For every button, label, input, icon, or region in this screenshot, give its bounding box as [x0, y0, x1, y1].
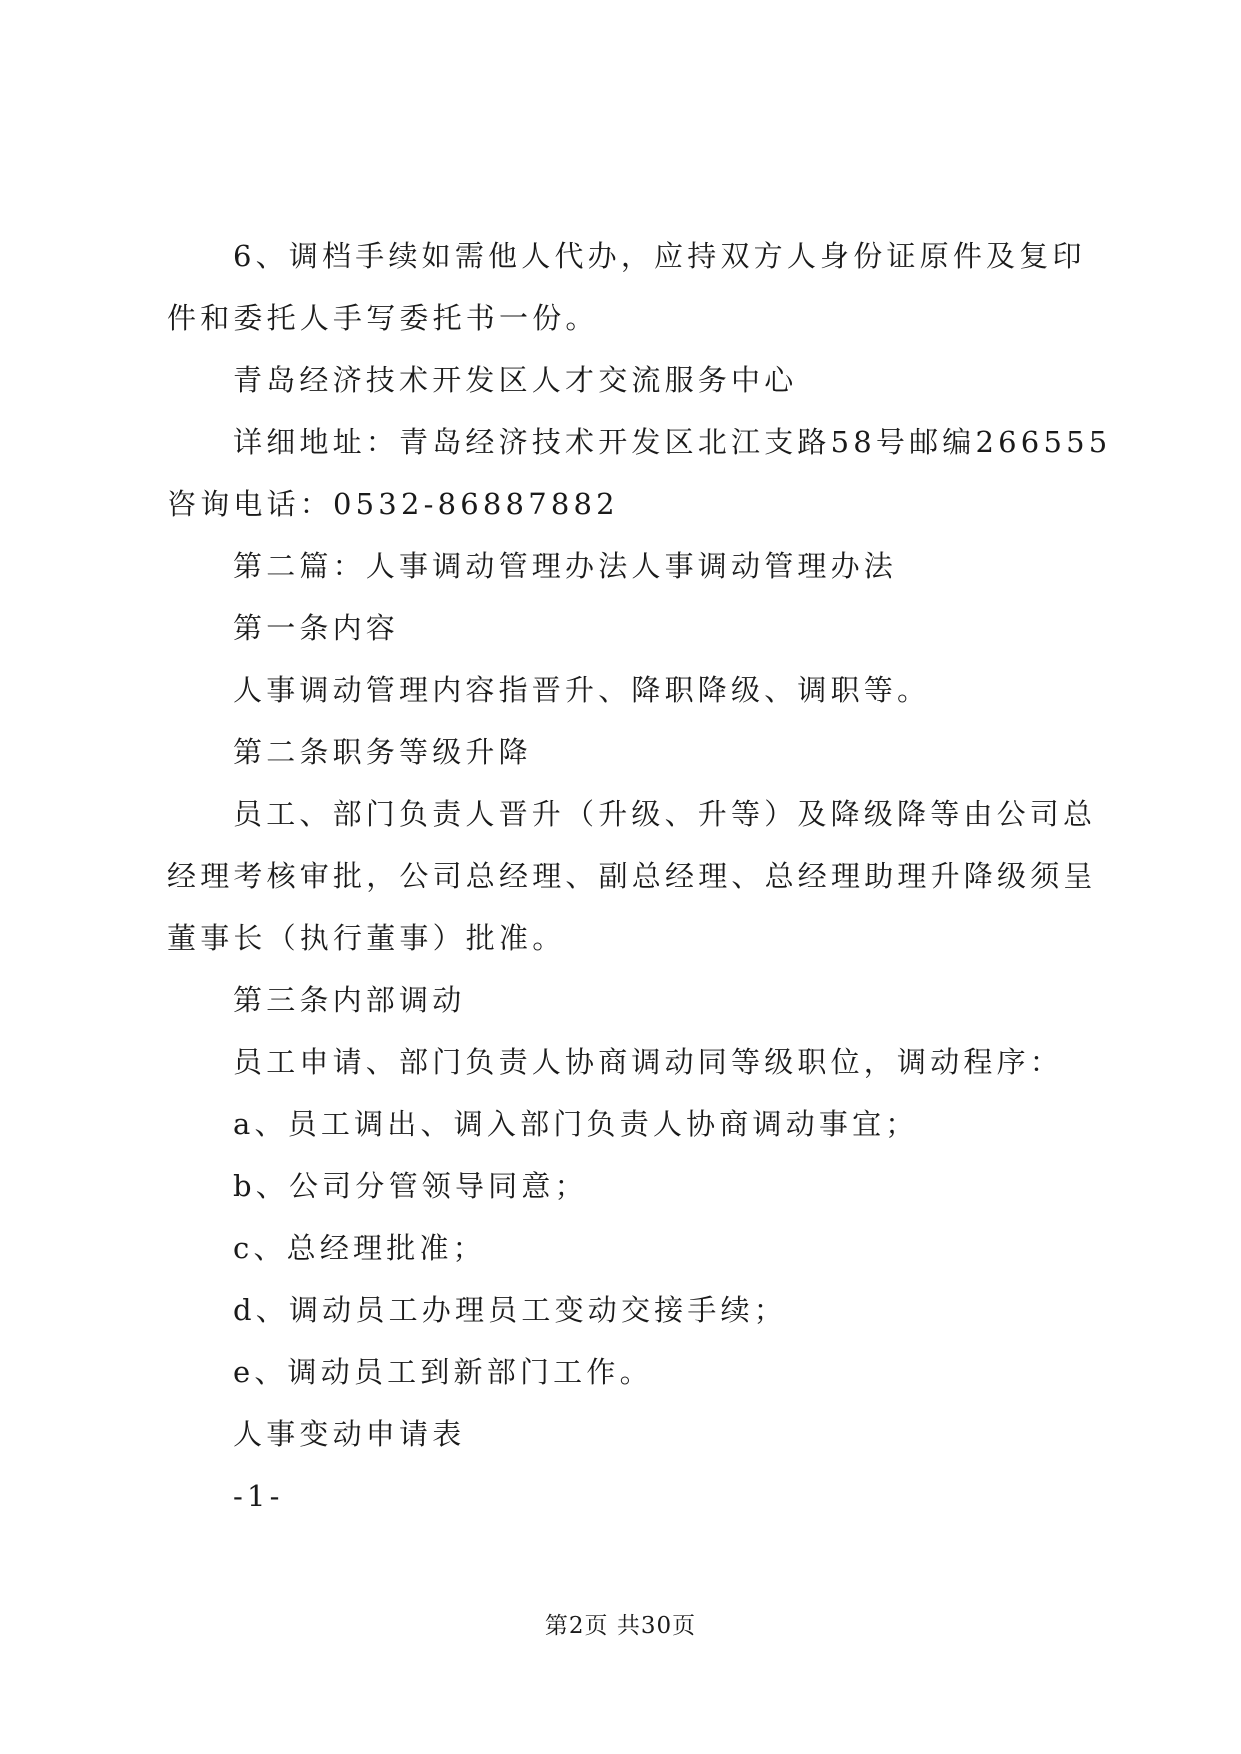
list-item: e、调动员工到新部门工作。 [233, 1355, 653, 1389]
paragraph-line: 经理考核审批，公司总经理、副总经理、总经理助理升降级须呈 [167, 859, 1097, 893]
list-item: d、调动员工办理员工变动交接手续； [233, 1293, 787, 1327]
paragraph-line: 员工申请、部门负责人协商调动同等级职位，调动程序： [233, 1045, 1064, 1079]
paragraph-line: 董事长（执行董事）批准。 [167, 921, 566, 955]
list-item: b、公司分管领导同意； [233, 1169, 588, 1203]
paragraph-line: 6、调档手续如需他人代办，应持双方人身份证原件及复印 [233, 239, 1086, 273]
paragraph-line: 人事变动申请表 [233, 1417, 466, 1451]
section-heading: 第二篇：人事调动管理办法人事调动管理办法 [233, 549, 898, 583]
inner-page-number: -1- [233, 1479, 284, 1513]
list-item: c、总经理批准； [233, 1231, 486, 1265]
paragraph-line: 咨询电话：0532-86887882 [167, 487, 619, 521]
article-heading: 第一条内容 [233, 611, 400, 645]
paragraph-line: 详细地址：青岛经济技术开发区北江支路58号邮编266555 [233, 425, 1112, 459]
article-heading: 第三条内部调动 [233, 983, 466, 1017]
paragraph-line: 人事调动管理内容指晋升、降职降级、调职等。 [233, 673, 931, 707]
page-footer: 第2页 共30页 [544, 1613, 697, 1639]
list-item: a、员工调出、调入部门负责人协商调动事宜； [233, 1107, 919, 1141]
paragraph-line: 员工、部门负责人晋升（升级、升等）及降级降等由公司总 [233, 797, 1097, 831]
paragraph-line: 青岛经济技术开发区人才交流服务中心 [233, 363, 798, 397]
paragraph-line: 件和委托人手写委托书一份。 [167, 301, 599, 335]
article-heading: 第二条职务等级升降 [233, 735, 532, 769]
